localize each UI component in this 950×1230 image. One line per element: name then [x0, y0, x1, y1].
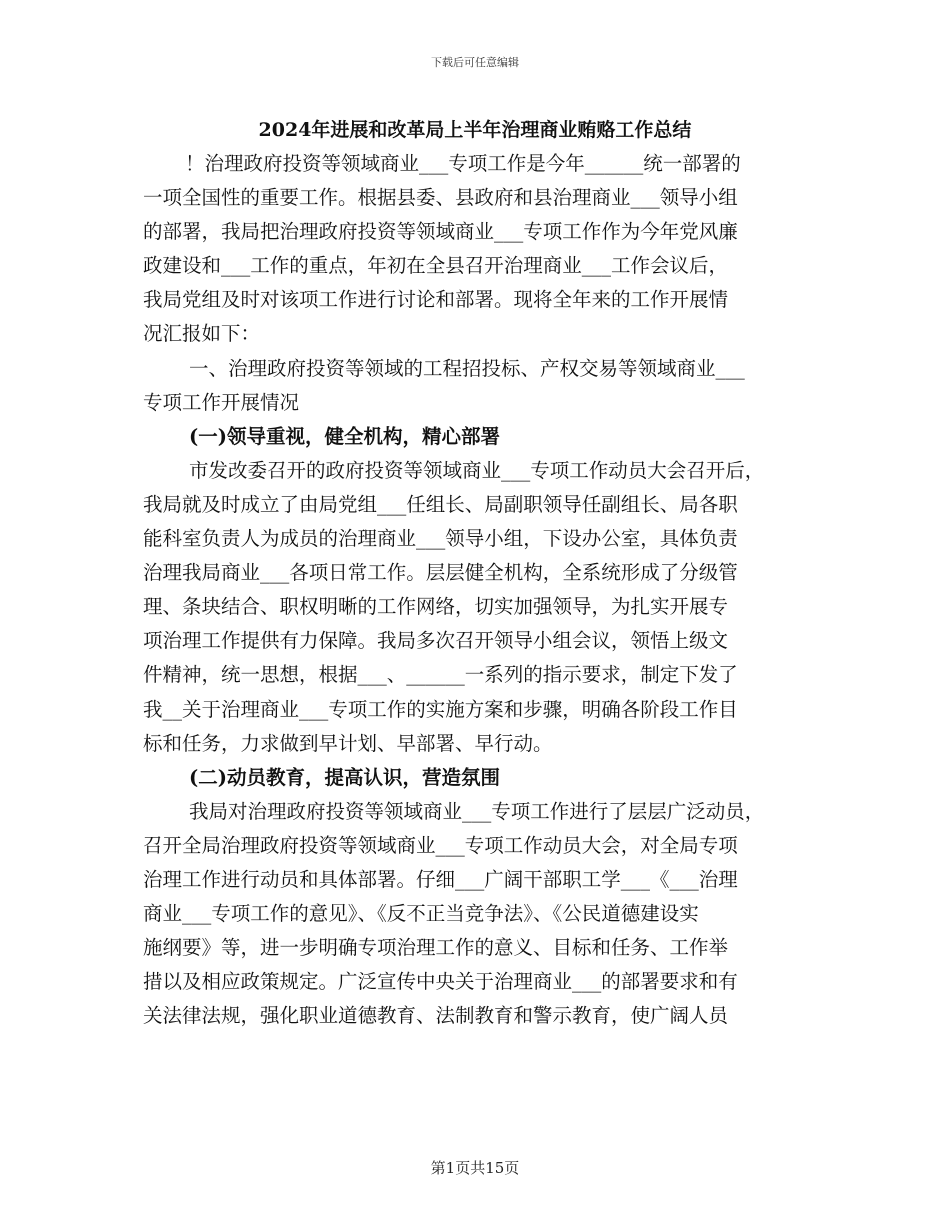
paragraph-line: 政建设和___工作的重点，年初在全县召开治理商业___工作会议后，: [143, 254, 729, 278]
subsection-heading: (一)领导重视，健全机构，精心部署: [189, 424, 500, 448]
header-note: 下载后可任意编辑: [431, 56, 519, 69]
document-body: [143, 147, 813, 1033]
paragraph-line: 措以及相应政策规定。广泛宣传中央关于治理商业___的部署要求和有: [143, 970, 738, 994]
paragraph-line: 我局对治理政府投资等领域商业___专项工作进行了层层广泛动员，: [189, 799, 765, 823]
page-number-footer: 第1页共15页: [430, 1159, 520, 1177]
paragraph-line: 关法律法规，强化职业道德教育、法制教育和警示教育，使广阔人员: [143, 1004, 729, 1028]
paragraph-line: 件精神，统一思想，根据___、______一系列的指示要求，制定下发了: [143, 663, 738, 687]
paragraph-line: 况汇报如下：: [143, 322, 261, 346]
paragraph-line: 治理我局商业___各项日常工作。层层健全机构，全系统形成了分级管: [143, 561, 738, 585]
section-heading-line: 一、治理政府投资等领域的工程招投标、产权交易等领域商业___: [189, 356, 745, 380]
paragraph-line: 能科室负责人为成员的治理商业___领导小组，下设办公室，具体负责: [143, 527, 738, 551]
paragraph-line: 施纲要》等，进一步明确专项治理工作的意义、目标和任务、工作举: [143, 936, 729, 960]
paragraph-line: 市发改委召开的政府投资等领域商业___专项工作动员大会召开后，: [189, 458, 765, 482]
paragraph-line: 治理工作进行动员和具体部署。仔细___广阔干部职工学___《___治理: [143, 867, 738, 891]
paragraph-line: 我__关于治理商业___专项工作的实施方案和步骤，明确各阶段工作目: [143, 697, 738, 721]
paragraph-line: 我局就及时成立了由局党组___任组长、局副职领导任副组长、局各职: [143, 492, 738, 516]
paragraph-line: 一项全国性的重要工作。根据县委、县政府和县治理商业___领导小组: [143, 186, 738, 210]
subsection-heading: (二)动员教育，提高认识，营造氛围: [189, 765, 500, 789]
paragraph-line: 召开全局治理政府投资等领域商业___专项工作动员大会，对全局专项: [143, 833, 738, 857]
paragraph-line: ！治理政府投资等领域商业___专项工作是今年______统一部署的: [185, 152, 741, 175]
section-heading-line: 专项工作开展情况: [143, 390, 300, 414]
paragraph-line: 标和任务，力求做到早计划、早部署、早行动。: [143, 731, 553, 755]
paragraph-line: 商业___专项工作的意见》、《反不正当竞争法》、《公民道德建设实: [143, 902, 699, 926]
paragraph-line: 我局党组及时对该项工作进行讨论和部署。现将全年来的工作开展情: [143, 288, 729, 312]
paragraph-line: 的部署，我局把治理政府投资等领域商业___专项工作作为今年党风廉: [143, 220, 738, 244]
document-title: 2024年进展和改革局上半年治理商业贿赂工作总结: [258, 119, 692, 141]
paragraph-line: 理、条块结合、职权明晰的工作网络，切实加强领导，为扎实开展专: [143, 595, 729, 619]
paragraph-line: 项治理工作提供有力保障。我局多次召开领导小组会议，领悟上级文: [143, 629, 729, 653]
